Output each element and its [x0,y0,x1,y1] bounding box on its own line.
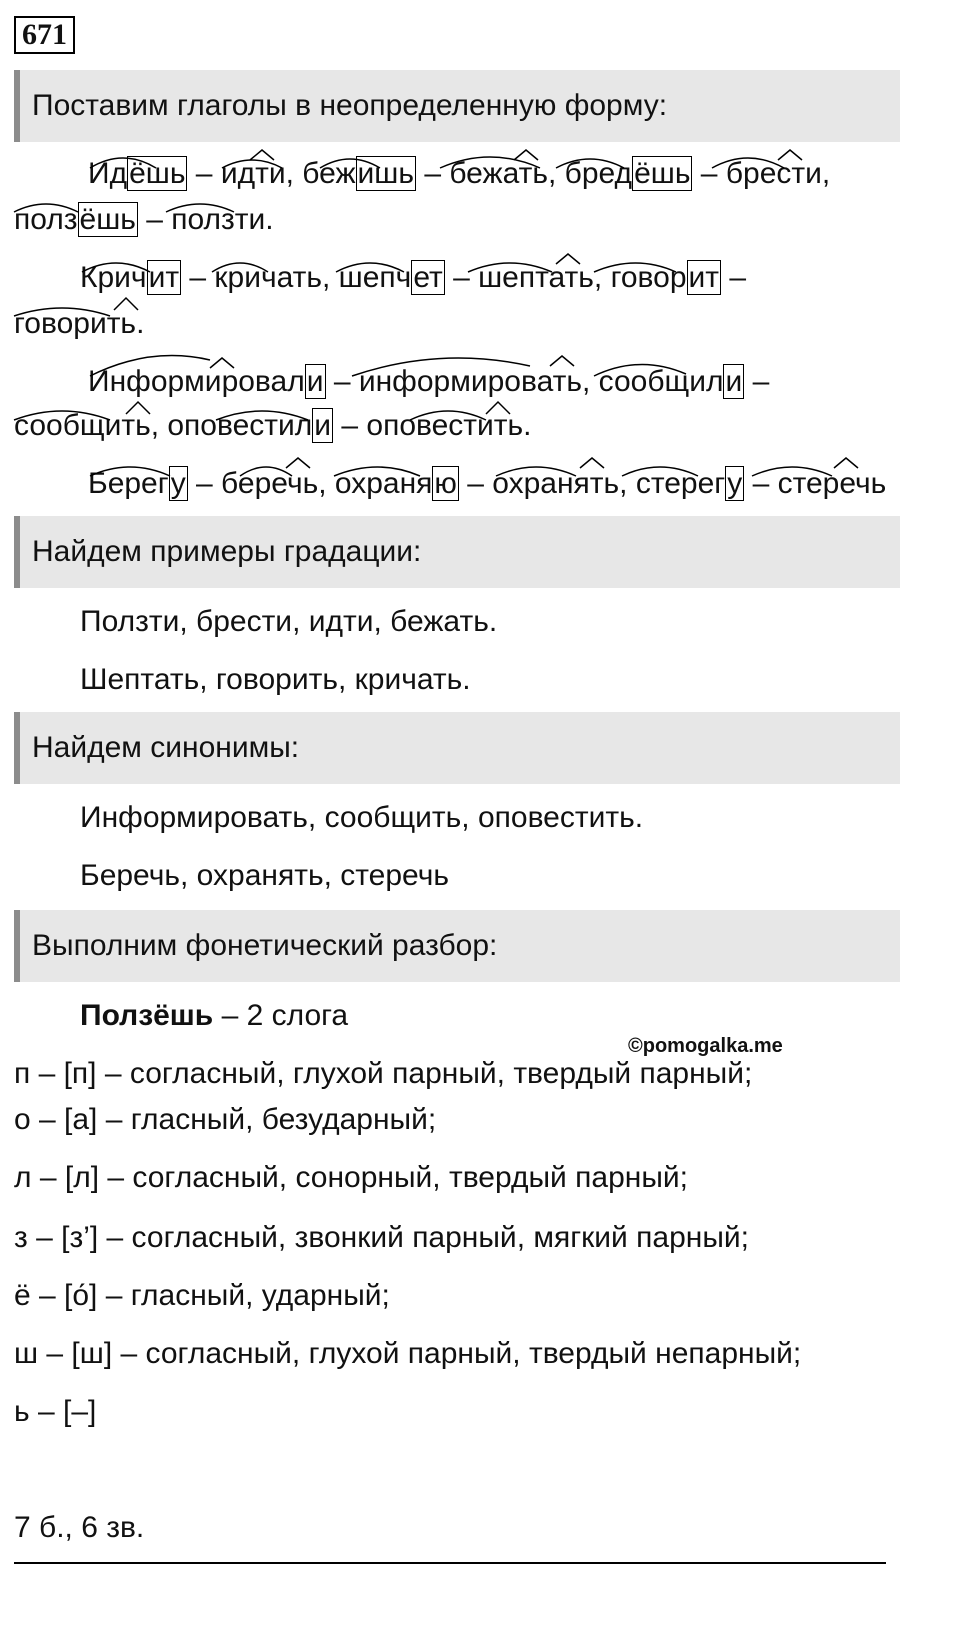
text: – охранять, стерег [458,467,726,500]
heading-gradation: Найдем примеры градации: [14,516,900,588]
phonetic-row: ш – [ш] – согласный, глухой парный, твердый непарный; [14,1337,802,1370]
phonetic-row: ь – [–] [14,1395,97,1428]
watermark: ©pomogalka.me [628,1035,783,1057]
phonetic-row: з – [з’] – согласный, звонкий парный, мягкий парный; [14,1221,749,1254]
forms-line-2 [14,200,274,240]
text: – [721,261,747,294]
ending-box: ю [434,467,457,500]
text: – шептать, говор [444,261,687,294]
text: Информировал [88,365,305,398]
text: – беречь, охраня [187,467,433,500]
phonetic-row: п – [п] – согласный, глухой парный, твердый парный; [14,1057,753,1090]
ending-box: ёшь [79,203,136,236]
forms-line-6 [14,406,532,446]
heading-synonyms: Найдем синонимы: [14,712,900,784]
text: Берег [88,467,169,500]
text: Крич [80,261,147,294]
divider [14,1562,886,1564]
ending-box: ит [148,261,180,294]
text: полз [14,203,78,236]
forms-line-7 [88,464,886,504]
text: – ползти. [137,203,274,236]
heading-phonetic: Выполним фонетический разбор: [14,910,900,982]
exercise-number: 671 [14,16,75,54]
forms-line-5 [88,362,769,402]
text: сообщить, оповестил [14,409,313,442]
phonetic-row: ё – [о́] – гласный, ударный; [14,1279,390,1312]
synonyms-line-2: Беречь, охранять, стеречь [80,859,449,892]
phonetic-word-line [80,996,348,1036]
synonyms-line-1: Информировать, сообщить, оповестить. [80,801,644,834]
ending-box: и [306,365,324,398]
text: – бежать, бред [415,157,633,190]
text: – брести, [692,157,831,190]
gradation-line-2: Шептать, говорить, кричать. [80,663,471,696]
ending-box: ет [413,261,443,294]
heading-infinitive: Поставим глаголы в неопределенную форму: [14,70,900,142]
ending-box: и [314,409,332,442]
ending-box: у [170,467,186,500]
phonetic-row: о – [а] – гласный, безударный; [14,1103,437,1136]
forms-line-4 [14,304,144,344]
forms-line-1 [88,154,830,194]
forms-line-3 [80,258,746,298]
ending-box: и [725,365,743,398]
ending-box: ёшь [634,157,691,190]
ending-box: ёшь [129,157,186,190]
text: Ид [88,157,128,190]
text: – информировать, сообщил [325,365,724,398]
syllable-count: – 2 слога [213,999,349,1032]
ending-box: у [727,467,743,500]
text: – оповестить. [333,409,532,442]
letters-sounds-summary: 7 б., 6 зв. [14,1511,145,1544]
text: – [744,365,770,398]
ending-box: ишь [357,157,414,190]
phonetic-row: л – [л] – согласный, сонорный, твердый парный; [14,1161,688,1194]
ending-box: ит [688,261,720,294]
text: – идти, беж [187,157,356,190]
text: говорить. [14,307,145,340]
phonetic-word: Ползёшь [80,999,214,1032]
gradation-line-1: Ползти, брести, идти, бежать. [80,605,498,638]
text: – кричать, шепч [181,261,412,294]
text: – стеречь [744,467,887,500]
